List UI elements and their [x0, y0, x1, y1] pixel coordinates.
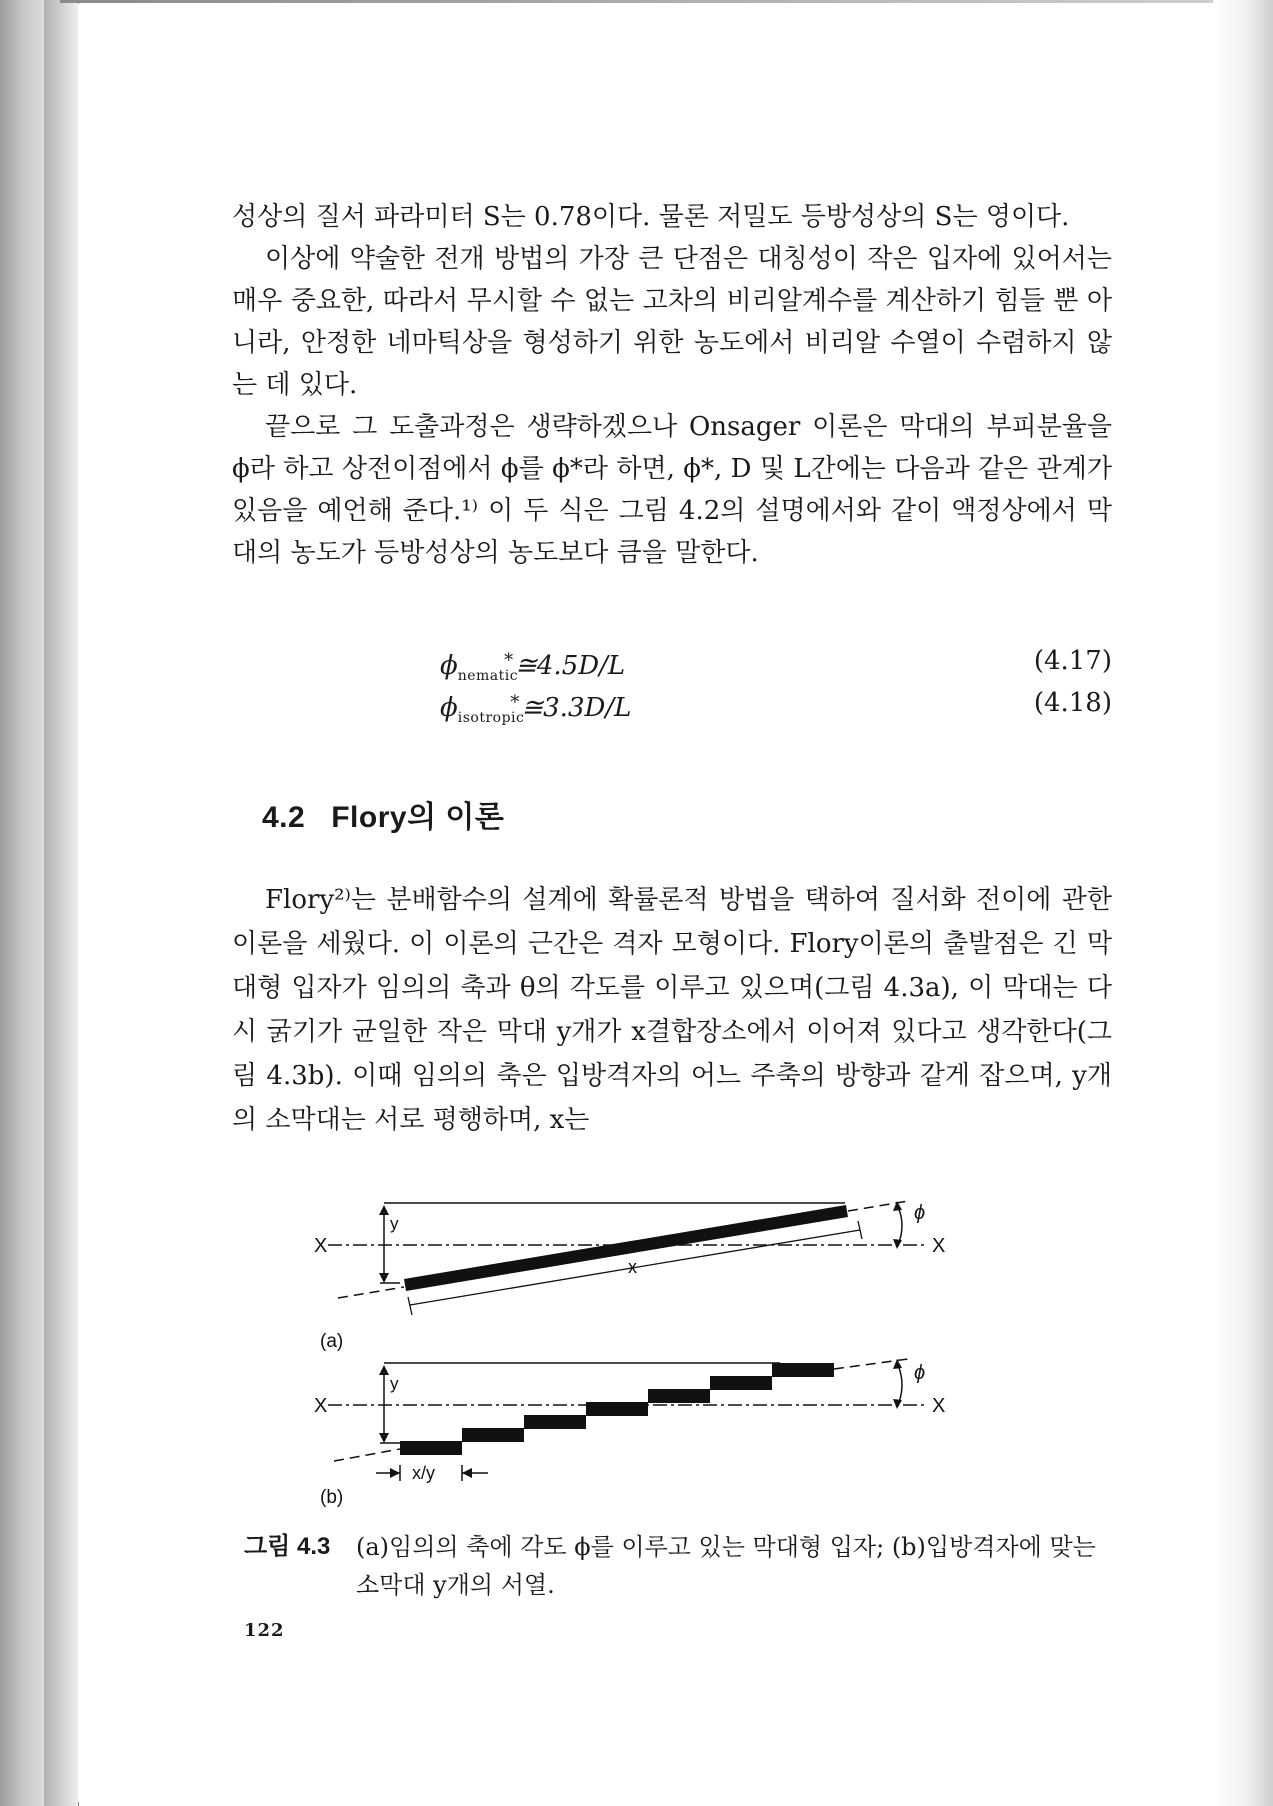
equation-number: (4.17): [1033, 646, 1112, 676]
rod-segment-6: [710, 1376, 772, 1390]
section-number: 4.2: [262, 801, 306, 834]
x-axis-right-label-a: X: [932, 1235, 946, 1257]
panel-b-label: (b): [320, 1487, 344, 1508]
rod-extension-left-b: [334, 1449, 400, 1461]
y-label-a: y: [390, 1214, 399, 1233]
rod-segment-4: [586, 1402, 648, 1416]
rod-extension-left: [338, 1287, 404, 1298]
phi-label-b: ϕ: [914, 1362, 926, 1384]
x-label: x: [628, 1257, 637, 1277]
xy-label: x/y: [412, 1463, 436, 1483]
page-number: 122: [244, 1620, 285, 1641]
flory-text-block: [232, 878, 1112, 1142]
figure-4-3: [300, 1175, 980, 1515]
phi-arc-a: [898, 1207, 902, 1245]
page-top-edge: [60, 0, 1240, 3]
rod-segment-2: [462, 1428, 524, 1442]
arrow-up-a: [379, 1205, 389, 1215]
equation-lhs: $\phi_{nematic}^*≅4.5D/L$: [440, 650, 626, 685]
figure-diagram: [300, 1175, 980, 1515]
rod-segment-3: [524, 1415, 586, 1429]
equation-number: (4.18): [1033, 688, 1112, 718]
x-axis-left-label-b: X: [314, 1395, 328, 1417]
paragraph-flory: Flory²⁾는 분배함수의 설계에 확률론적 방법을 택하여 질서화 전이에 관한 이론을 세웠다. 이 이론의 근간은 격자 모형이다. Flory이론의 출발점은 긴 막대형 입자가 임의의 축과 θ의 각도를 이루고 있으며(그림 4.3a), 이 막대는 다시 굵기가 균일한 작은 막대 y개가 x결합장소에서 이어져 있다고 생각한다(그림 4.3b). 이때 임의의 축은 입방격자의 어느 주축의 방향과 같게 잡으며, y개의 소막대는 서로 평행하며, x는: [232, 885, 1112, 1135]
section-title: Flory의 이론: [331, 801, 505, 834]
panel-a-label: (a): [320, 1331, 344, 1352]
equation-block: [440, 640, 1112, 727]
equation-lhs: $\phi_{isotropic}^*≅3.3D/L$: [440, 692, 632, 727]
book-spine-edge: [0, 0, 79, 1806]
phi-arc-b: [898, 1365, 902, 1405]
arrow-down-a: [379, 1273, 389, 1283]
page-right-shadow: [1213, 0, 1273, 1806]
equation-4-18: [440, 682, 1112, 727]
section-heading: [262, 792, 504, 836]
figure-caption: [244, 1528, 1114, 1604]
paragraph-3: 끝으로 그 도출과정은 생략하겠으나 Onsager 이론은 막대의 부피분율을 ϕ라 하고 상전이점에서 ϕ를 ϕ*라 하면, ϕ*, D 및 L간에는 다음과 같은 관계가 있음을 예언해 준다.¹⁾ 이 두 식은 그림 4.2의 설명에서와 같이 액정상에서 막대의 농도가 등방성상의 농도보다 큼을 말한다.: [232, 412, 1112, 568]
x-axis-left-label-a: X: [314, 1235, 328, 1257]
stepped-rod-segments: [400, 1363, 834, 1455]
paragraph-1: 성상의 질서 파라미터 S는 0.78이다. 물론 저밀도 등방성상의 S는 영이다.: [232, 202, 1070, 232]
y-label-b: y: [390, 1374, 399, 1393]
top-text-block: [232, 196, 1112, 574]
rod-segment-5: [648, 1389, 710, 1403]
rod-segment-1: [400, 1441, 462, 1455]
equation-4-17: [440, 640, 1112, 685]
caption-label: 그림 4.3: [244, 1533, 331, 1560]
x-axis-right-label-b: X: [932, 1395, 946, 1417]
rod-segment-7: [772, 1363, 834, 1377]
caption-text: (a)임의의 축에 각도 ϕ를 이루고 있는 막대형 입자; (b)입방격자에 맞는 소막대 y개의 서열.: [356, 1533, 1096, 1599]
paragraph-2: 이상에 약술한 전개 방법의 가장 큰 단점은 대칭성이 작은 입자에 있어서는 매우 중요한, 따라서 무시할 수 없는 고차의 비리알계수를 계산하기 힘들 뿐 아니라, 안정한 네마틱상을 형성하기 위한 농도에서 비리알 수열이 수렴하지 않는 데 있다.: [232, 244, 1112, 400]
rod-particle: [404, 1205, 848, 1291]
phi-label-a: ϕ: [914, 1202, 926, 1224]
